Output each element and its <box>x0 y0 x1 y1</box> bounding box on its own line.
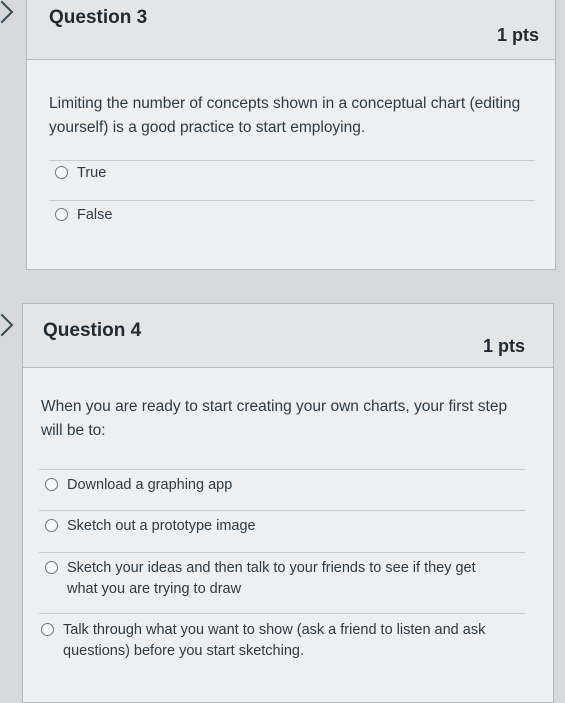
question-points: 1 pts <box>482 336 525 356</box>
answer-option-true[interactable] <box>55 163 106 184</box>
radio-circle-icon[interactable] <box>45 478 58 491</box>
answer-option-talk-through[interactable] <box>41 620 501 662</box>
question-header <box>23 304 553 368</box>
answer-divider <box>49 200 535 201</box>
question-text: When you are ready to start creating your own charts, your first step will be to: <box>41 398 508 439</box>
question-header <box>27 0 555 60</box>
flag-question-icon[interactable] <box>0 1 13 24</box>
question-points: 1 pts <box>496 25 539 45</box>
flag-question-icon[interactable] <box>0 314 13 337</box>
answer-option-false[interactable] <box>55 205 112 226</box>
answer-option-download-app[interactable] <box>45 475 515 496</box>
answer-divider <box>39 552 525 553</box>
question-3-card <box>26 0 556 270</box>
question-text: Limiting the number of concepts shown in a conceptual chart (editing yourself) is a good practice to start employing. <box>49 95 521 136</box>
answer-label: Sketch out a prototype image <box>67 518 256 534</box>
radio-circle-icon[interactable] <box>45 561 58 574</box>
answer-label: False <box>77 207 113 223</box>
radio-circle-icon[interactable] <box>55 208 68 221</box>
answer-divider <box>49 160 535 161</box>
answer-label: Download a graphing app <box>67 477 233 493</box>
question-title: Question 3 <box>49 7 148 28</box>
answer-option-sketch-prototype[interactable] <box>45 516 515 537</box>
answer-divider <box>39 510 525 511</box>
answer-label: Sketch your ideas and then talk to your friends to see if they get what you are trying to draw <box>67 560 476 597</box>
answer-divider <box>39 469 525 470</box>
answer-option-sketch-and-talk[interactable] <box>45 558 485 600</box>
radio-circle-icon[interactable] <box>41 623 54 636</box>
question-4-card <box>22 303 554 703</box>
question-title: Question 4 <box>43 320 142 341</box>
answer-label: Talk through what you want to show (ask a friend to listen and ask questions) before you start sketching. <box>63 622 486 659</box>
radio-circle-icon[interactable] <box>45 519 58 532</box>
radio-circle-icon[interactable] <box>55 166 68 179</box>
answer-label: True <box>77 165 107 181</box>
answer-divider <box>39 613 525 614</box>
